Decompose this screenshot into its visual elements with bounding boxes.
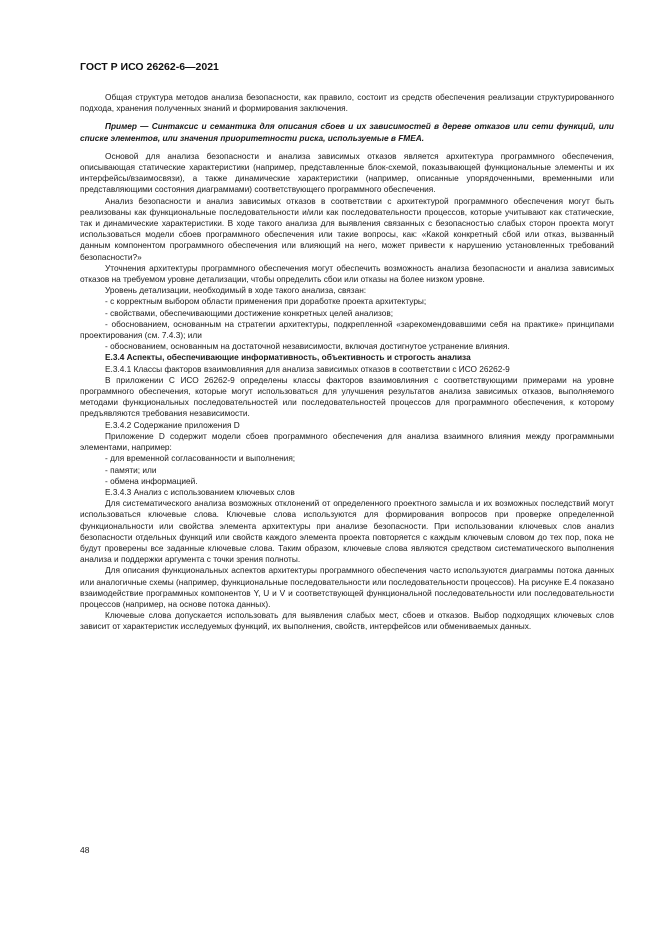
- list-item: - с корректным выбором области применения при доработке проекта архитектуры;: [105, 296, 427, 307]
- list-item: - обмена информацией.: [105, 475, 198, 486]
- section-heading: Е.3.4 Аспекты, обеспечивающие информативность, объективность и строгость анализа: [105, 352, 471, 363]
- list-item: - памяти; или: [105, 464, 157, 475]
- paragraph: Уровень детализации, необходимый в ходе такого анализа, связан:: [105, 285, 367, 296]
- list-item: - свойствами, обеспечивающими достижение конкретных целей анализов;: [105, 307, 394, 318]
- paragraph: Общая структура методов анализа безопасности, как правило, состоит из средств обеспечения реализации структурированного подхода, хранения полученных знаний и формирования заключения.: [80, 92, 614, 114]
- document-header: ГОСТ Р ИСО 26262-6—2021: [80, 61, 219, 73]
- paragraph: Анализ безопасности и анализ зависимых отказов в соответствии с архитектурой программного обеспечения могут быть реализованы как функциональные последовательности и/или как последовательности процессов, которые учитывают как статические, так и динамические характеристики. В ходе такого анализа для выявления связанных с безопасностью слабых сторон проекта могут использоваться модели сбоев программного обеспечения или такие вопросы, как: «Какой конкретный сбой или отказ, вызванный данным компонентом программного обеспечения или влияющий на него, может привести к нарушению установленных требований безопасности?»: [80, 195, 614, 262]
- document-body: [80, 92, 614, 633]
- list-item: - обоснованием, основанным на стратегии архитектуры, подкрепленной «зарекомендовавшими себя на практике» принципами проектирования (см. 7.4.3); или: [80, 318, 614, 341]
- paragraph: Для описания функциональных аспектов архитектуры программного обеспечения часто используются диаграммы потока данных или аналогичные схемы (например, функциональные последовательности или последовательности процессов). На рисунке Е.4 показано взаимодействие программных компонентов Y, U и V и соответствующей функциональной последовательности или последовательности процессов (например, на основе потока данных).: [80, 565, 614, 609]
- list-item: - обоснованием, основанным на достаточной независимости, включая достигнутое устранение влияния.: [105, 341, 510, 352]
- paragraph: Ключевые слова допускается использовать для выявления слабых мест, сбоев и отказов. Выбор подходящих ключевых слов зависит от характеристик исследуемых функций, их выполнения, свойств, интерфейсов или обмениваемых данных.: [80, 610, 614, 632]
- paragraph: Основой для анализа безопасности и анализа зависимых отказов является архитектура программного обеспечения, описывающая статические характеристики (например, представленные блок-схемой, показывающей функциональные элементы и их интерфейсы/взаимосвязи), а также динамические характеристики (например, описанные упорядоченными, временными или представляющими состояния диаграммами) соответствующего программного обеспечения.: [80, 150, 614, 195]
- paragraph: Приложение D содержит модели сбоев программного обеспечения для анализа взаимного влияния между программными элементами, например:: [80, 430, 614, 453]
- subsection-heading: Е.3.4.3 Анализ с использованием ключевых слов: [105, 486, 295, 497]
- example-paragraph: Пример — Синтаксис и семантика для описания сбоев и их зависимостей в дереве отказов или сети функций, или списке элементов, или значения приоритетности риска, используемые в FMEA.: [80, 121, 614, 143]
- paragraph: Уточнения архитектуры программного обеспечения могут обеспечить возможность анализа безопасности и анализа зависимых отказов на требуемом уровне детализации, чтобы определить сбои или отказы на более низком уровне.: [80, 262, 614, 285]
- page-number: 48: [80, 845, 90, 855]
- paragraph: В приложении С ИСО 26262-9 определены классы факторов взаимовлияния с соответствующими примерами на уровне программного обеспечения, которые могут использоваться для улучшения результатов анализа зависимых отказов, выполняемого методами функциональных последовательностей или последовательностей процессов для программного обеспечения, к которому предъявляются требования независимости.: [80, 374, 614, 419]
- subsection-heading: Е.3.4.2 Содержание приложения D: [105, 419, 240, 430]
- subsection-heading: Е.3.4.1 Классы факторов взаимовлияния для анализа зависимых отказов в соответствии с ИСО 26262-9: [105, 363, 510, 374]
- list-item: - для временной согласованности и выполнения;: [105, 453, 296, 464]
- paragraph: Для систематического анализа возможных отклонений от определенного проектного замысла и их возможных последствий могут использоваться ключевые слова. Ключевые слова используются для формирования вопросов при проверке определенной функциональности или свойства элемента архитектуры при анализе безопасности. При использовании ключевых слов анализ безопасности отдельных функций или свойств каждого элемента проекта повторяется с каждым ключевым словом до тех пор, пока не будут проверены все заданные ключевые слова. Таким образом, ключевые слова являются средством систематического выполнения анализа и поддержки аргумента с точки зрения полноты.: [80, 498, 614, 565]
